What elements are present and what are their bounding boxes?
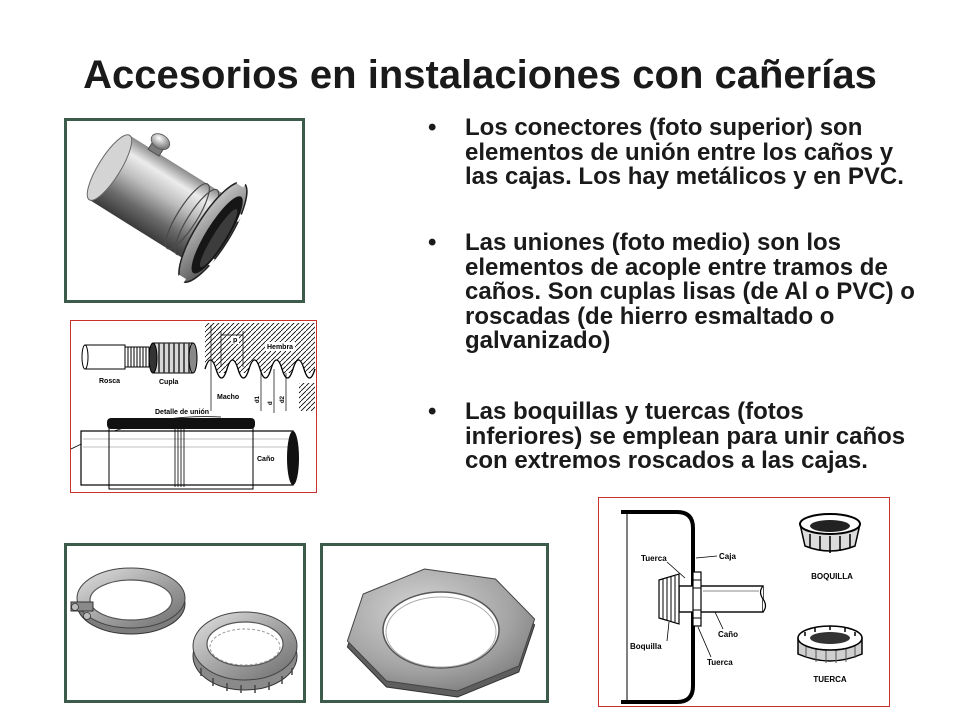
bullet-line: inferiores) se emplean para unir caños (465, 422, 906, 450)
lower-hatch (299, 383, 315, 411)
bullet-line: las cajas. Los hay metálicos y en PVC. (465, 163, 904, 190)
label-d: d (268, 401, 274, 405)
bullet-marker: • (428, 114, 437, 141)
box-assembly (621, 512, 766, 702)
box-diagram (599, 498, 889, 706)
rings-photo-frame (64, 543, 306, 703)
label-boquilla: Boquilla (630, 642, 662, 651)
bushing-ring (71, 568, 185, 634)
rings-photo (67, 546, 303, 700)
label-d2: d2 (280, 395, 286, 403)
conduit-pipe (679, 586, 763, 612)
bullet-marker: • (428, 398, 437, 425)
connector-photo-frame (64, 118, 305, 303)
slide-title: Accesorios en instalaciones con cañerías (83, 53, 877, 97)
bushing-pictogram (800, 514, 860, 553)
label-d1: d1 (255, 395, 261, 403)
bullet-connectors (428, 114, 935, 190)
bullet-bushings-nuts (428, 398, 935, 474)
nut-pictogram (798, 626, 862, 663)
nut-hole (810, 632, 850, 644)
pipe-end (82, 345, 88, 369)
label-tuerca-bottom: Tuerca (707, 658, 733, 667)
pipe-segment (85, 345, 125, 369)
label-p: p (233, 337, 238, 344)
bushing-hole (810, 520, 850, 532)
connector-photo (67, 121, 302, 300)
bushing (659, 574, 679, 624)
bullet-line: elementos de unión entre los caños y (465, 138, 894, 166)
coupling-left-end (149, 343, 157, 373)
union-diagram (71, 321, 316, 492)
thread-lines (128, 347, 146, 367)
box-diagram-frame (598, 497, 890, 707)
label-cano: Caño (718, 630, 738, 639)
label-caja: Caja (719, 552, 736, 561)
joined-pipe (81, 418, 299, 489)
label-hembra: Hembra (267, 344, 294, 351)
locknut-photo-frame (320, 543, 549, 703)
label-tuerca-top: Tuerca (641, 554, 667, 563)
bullet-line: con extremos roscados a las cajas. (465, 447, 868, 474)
locknut-hole (383, 592, 499, 668)
bullet-unions (428, 229, 935, 354)
locknut-photo (323, 546, 546, 700)
clamp-screw (72, 604, 79, 611)
bullet-line: Las uniones (foto medio) son los (465, 229, 842, 256)
bullet-line: Las boquillas y tuercas (fotos (465, 398, 804, 425)
bullet-line: elementos de acople entre tramos de (465, 253, 888, 281)
label-boquilla-caps: BOQUILLA (811, 572, 853, 581)
ring-hole (90, 580, 172, 620)
coupling-top-band (107, 418, 255, 429)
bullet-line: galvanizado) (465, 327, 611, 354)
bullet-line: caños. Son cuplas lisas (de Al o PVC) o (465, 278, 915, 305)
label-cano: Caño (257, 456, 275, 463)
label-macho: Macho (217, 394, 240, 401)
label-rosca: Rosca (99, 378, 121, 385)
coupling-right-end (189, 343, 197, 373)
bullet-line: roscadas (de hierro esmaltado o (465, 302, 835, 330)
label-detalle-de-union: Detalle de unión (155, 409, 210, 416)
label-tuerca-caps: TUERCA (813, 675, 847, 684)
pipe-right-end (287, 431, 299, 485)
locknut (347, 569, 534, 697)
threaded-pipe (82, 345, 149, 369)
coupling (149, 343, 197, 373)
clamp-screw (84, 613, 91, 620)
union-diagram-frame (70, 320, 317, 493)
connector-body (69, 121, 259, 291)
label-cupla: Cupla (159, 379, 179, 386)
coupling-threads (159, 343, 189, 373)
bullet-line: Los conectores (foto superior) son (465, 114, 863, 141)
bullet-marker: • (428, 229, 437, 256)
nut-ring (193, 612, 297, 693)
